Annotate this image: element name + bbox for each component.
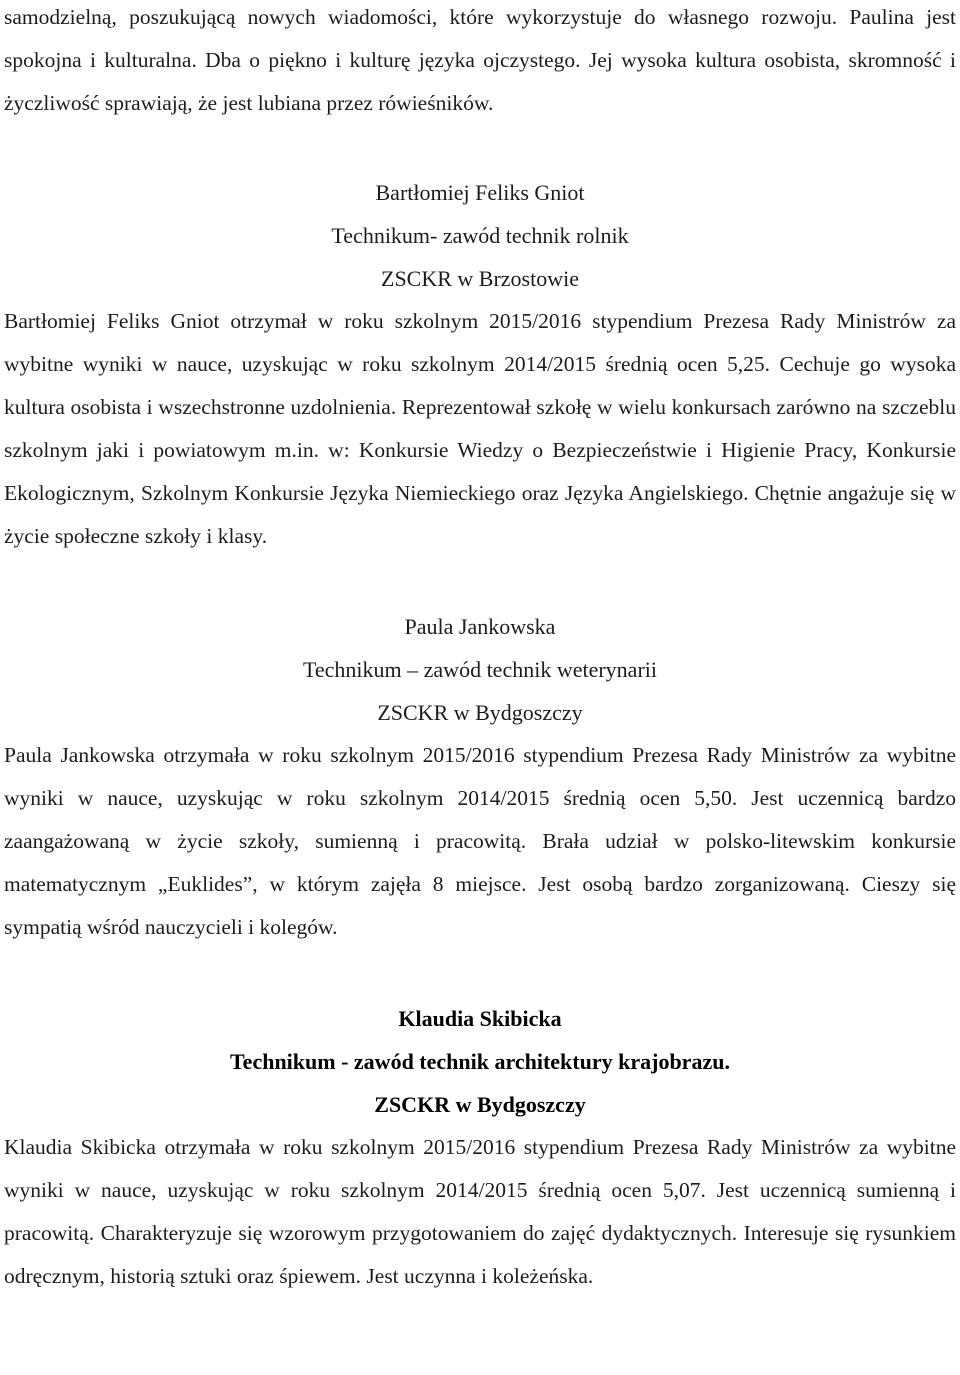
student-bio: Paula Jankowska otrzymała w roku szkolnym 2015/2016 stypendium Prezesa Rady Ministrów za wybitne wyniki w nauce, uzyskując w roku szkolnym 2014/2015 średnią ocen 5,50. Jest uczennicą bardzo zaangażowaną w życie szkoły, sumienną i pracowitą. Brała udział w polsko-litewskim konkursie matematycznym „Euklides”, w którym zajęła 8 miejsce. Jest osobą bardzo zorganizowaną. Cieszy się sympatią wśród nauczycieli i kolegów.	[4, 743, 956, 939]
student-school: ZSCKR w Bydgoszczy	[377, 700, 583, 725]
document-page	[4, 0, 956, 1298]
scholarship-profile	[4, 997, 956, 1298]
student-bio: Klaudia Skibicka otrzymała w roku szkolnym 2015/2016 stypendium Prezesa Rady Ministrów za wybitne wyniki w nauce, uzyskując w roku szkolnym 2014/2015 średnią ocen 5,07. Jest uczennicą sumienną i pracowitą. Charakteryzuje się wzorowym przygotowaniem do zajęć dydaktycznych. Interesuje się rysunkiem odręcznym, historią sztuki oraz śpiewem. Jest uczynna i koleżeńska.	[4, 1135, 956, 1288]
student-program: Technikum - zawód technik architektury krajobrazu.	[230, 1049, 730, 1074]
student-name: Bartłomiej Feliks Gniot	[375, 180, 585, 205]
student-school: ZSCKR w Brzostowie	[381, 266, 579, 291]
student-program: Technikum- zawód technik rolnik	[331, 223, 629, 248]
scholarship-profile	[4, 605, 956, 949]
student-school: ZSCKR w Bydgoszczy	[374, 1092, 586, 1117]
student-name: Klaudia Skibicka	[398, 1006, 562, 1031]
scholarship-profile	[4, 171, 956, 558]
student-name: Paula Jankowska	[404, 614, 556, 639]
intro-paragraph: samodzielną, poszukującą nowych wiadomości, które wykorzystuje do własnego rozwoju. Paulina jest spokojna i kulturalna. Dba o piękno i kulturę języka ojczystego. Jej wysoka kultura osobista, skromność i życzliwość sprawiają, że jest lubiana przez rówieśników.	[4, 5, 956, 115]
student-bio: Bartłomiej Feliks Gniot otrzymał w roku szkolnym 2015/2016 stypendium Prezesa Rady Ministrów za wybitne wyniki w nauce, uzyskując w roku szkolnym 2014/2015 średnią ocen 5,25. Cechuje go wysoka kultura osobista i wszechstronne uzdolnienia. Reprezentował szkołę w wielu konkursach zarówno na szczeblu szkolnym jaki i powiatowym m.in. w: Konkursie Wiedzy o Bezpieczeństwie i Higienie Pracy, Konkursie Ekologicznym, Szkolnym Konkursie Języka Niemieckiego oraz Języka Angielskiego. Chętnie angażuje się w życie społeczne szkoły i klasy.	[4, 309, 956, 548]
student-program: Technikum – zawód technik weterynarii	[303, 657, 657, 682]
